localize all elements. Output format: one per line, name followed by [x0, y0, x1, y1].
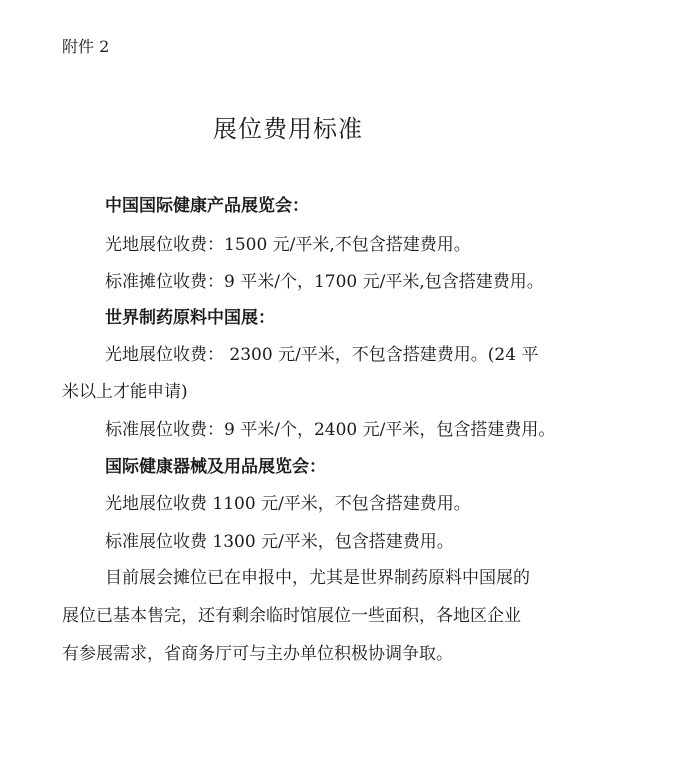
section-heading-health-equipment: 国际健康器械及用品展览会：: [105, 457, 326, 477]
section-line: 标准展位收费 1300 元/平米，包含搭建费用。: [105, 532, 454, 552]
section-line: 米以上才能申请): [62, 382, 188, 402]
section-line: 标准展位收费：9 平米/个，2400 元/平米，包含搭建费用。: [105, 420, 556, 440]
closing-paragraph-line: 有参展需求，省商务厅可与主办单位积极协调争取。: [62, 644, 453, 664]
section-line: 标准摊位收费：9 平米/个，1700 元/平米,包含搭建费用。: [105, 272, 544, 292]
page-title: 展位费用标准: [213, 115, 363, 143]
section-heading-health-products: 中国国际健康产品展览会：: [105, 196, 309, 216]
section-line: 光地展位收费：1500 元/平米,不包含搭建费用。: [105, 235, 471, 255]
closing-paragraph-line: 展位已基本售完，还有剩余临时馆展位一些面积，各地区企业: [62, 606, 521, 626]
attachment-label: 附件 2: [62, 37, 110, 56]
section-line: 光地展位收费 1100 元/平米，不包含搭建费用。: [105, 494, 471, 514]
section-heading-pharma-ingredients: 世界制药原料中国展：: [105, 308, 275, 328]
section-line: 光地展位收费： 2300 元/平米，不包含搭建费用。(24 平: [105, 345, 539, 365]
closing-paragraph-line: 目前展会摊位已在申报中，尤其是世界制药原料中国展的: [105, 568, 530, 588]
